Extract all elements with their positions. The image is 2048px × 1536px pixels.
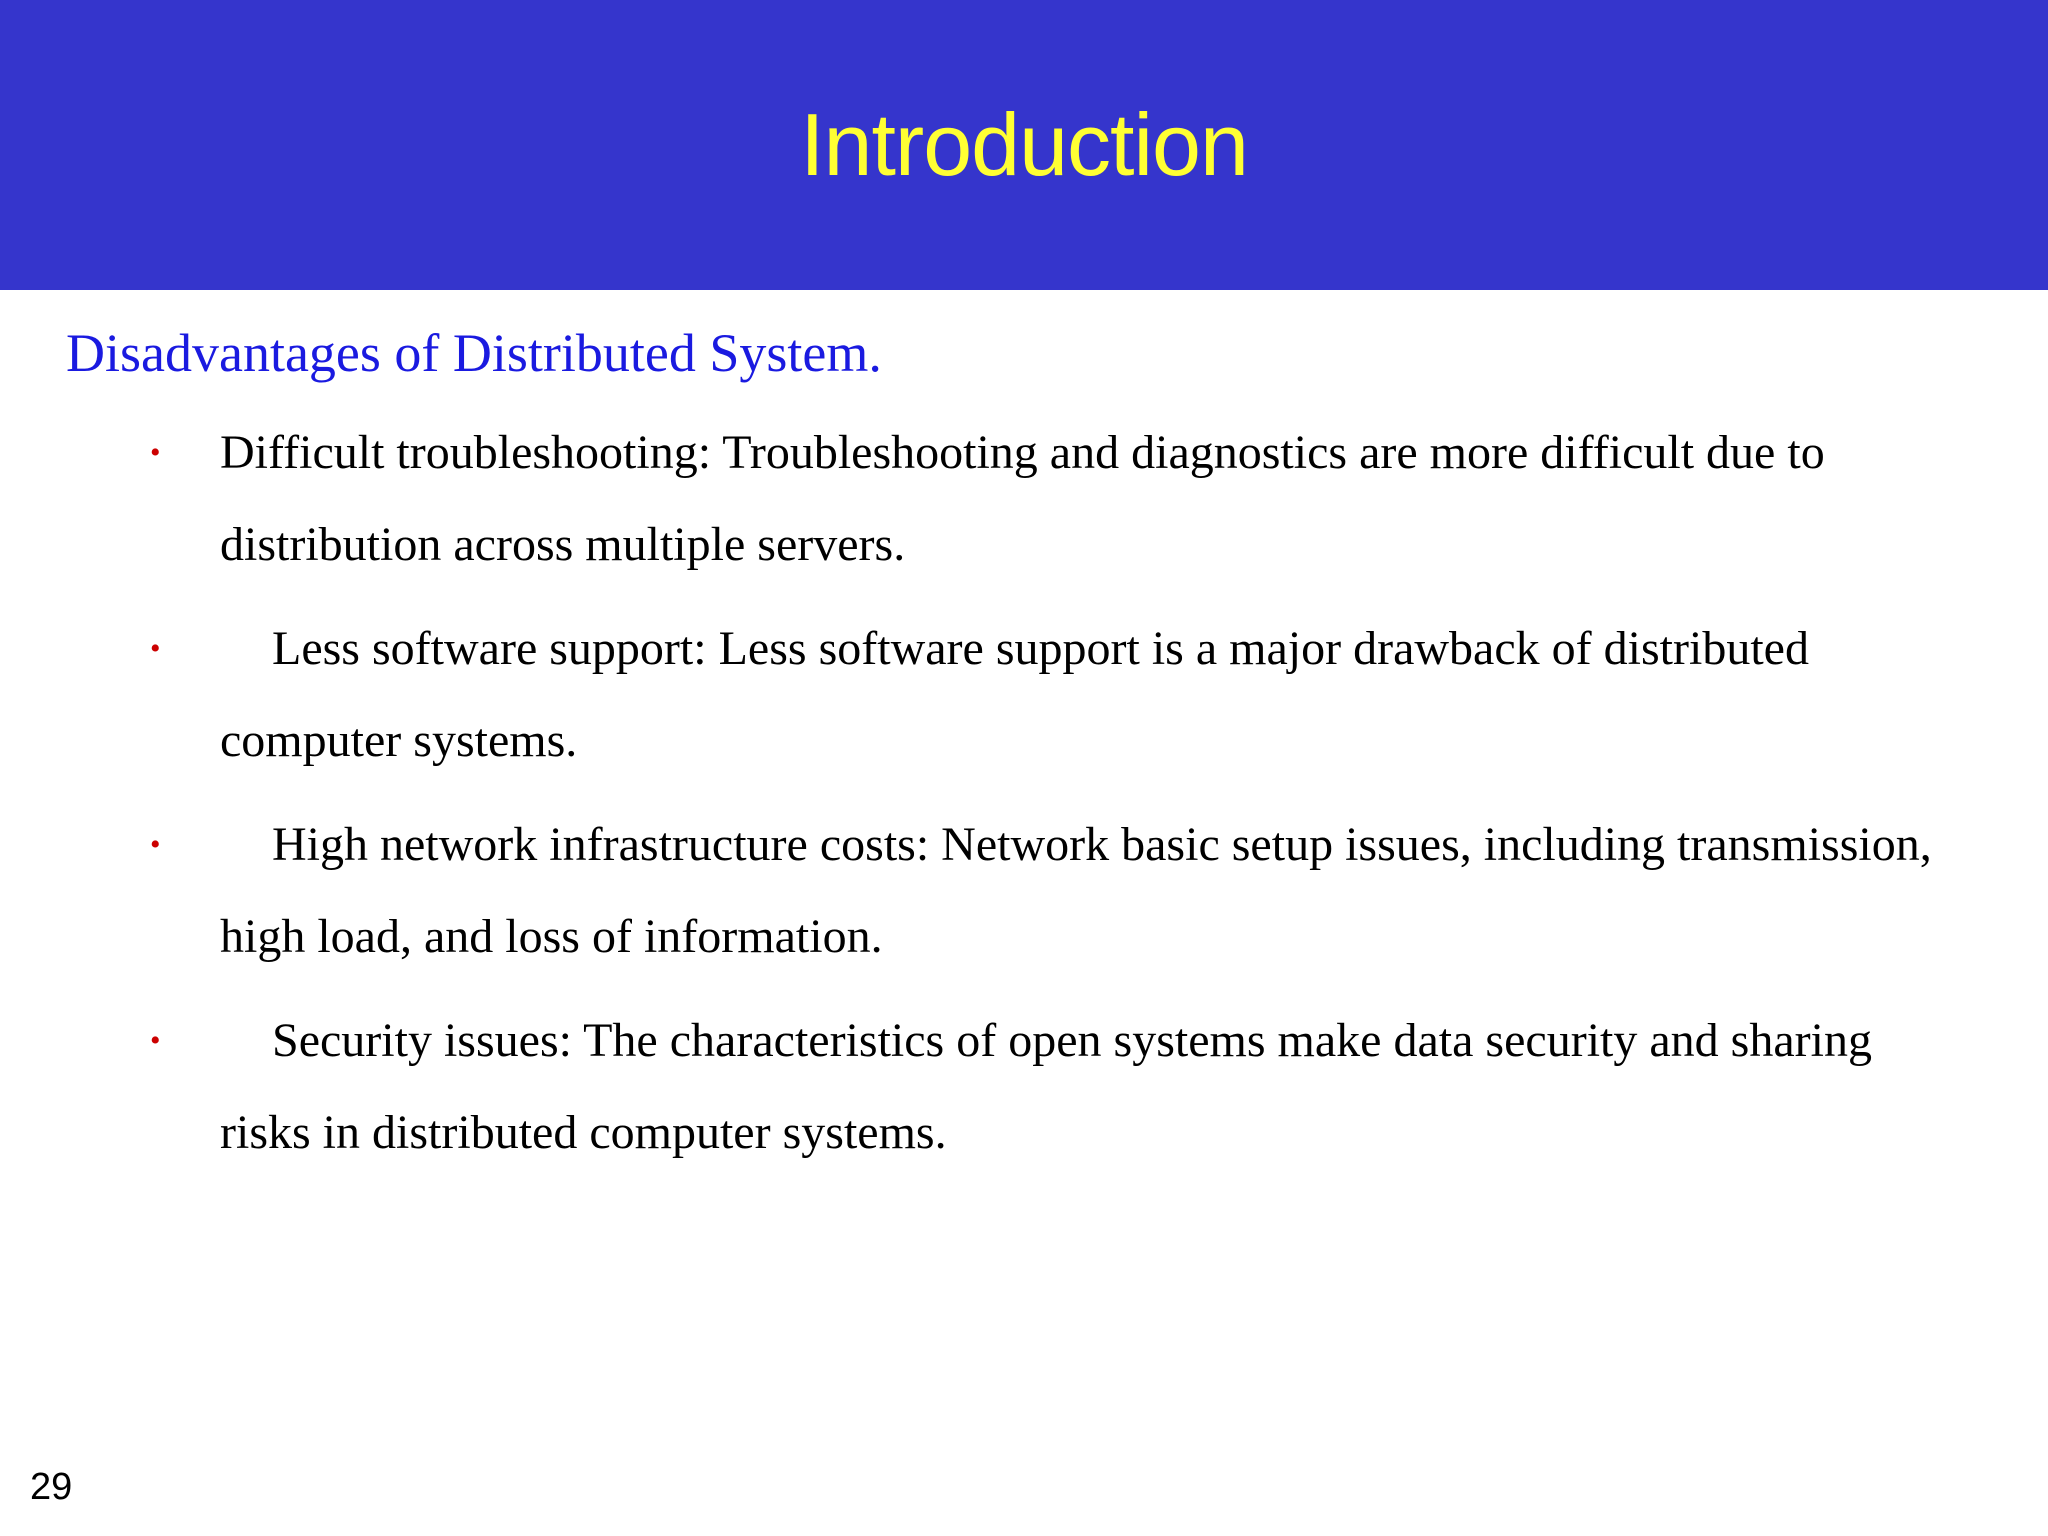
bullet-marker: • [150, 436, 161, 469]
slide-title: Introduction [800, 95, 1248, 194]
bullet-marker: • [150, 828, 161, 861]
bullet-text: High network infrastructure costs: Network basic setup issues, including transmission, high load, and loss of information. [220, 818, 1932, 963]
bullet-text: Security issues: The characteristics of open systems make data security and sharing risks in distributed computer systems. [220, 1014, 1872, 1159]
bullet-text: Less software support: Less software support is a major drawback of distributed computer systems. [220, 622, 1809, 767]
bullet-marker: • [150, 632, 161, 665]
bullet-text: Difficult troubleshooting: Troubleshooting and diagnostics are more difficult due to distribution across multiple servers. [220, 426, 1825, 571]
page-number: 29 [30, 1466, 73, 1508]
bullet-marker: • [150, 1024, 161, 1057]
section-heading: Disadvantages of Distributed System. [66, 323, 882, 383]
